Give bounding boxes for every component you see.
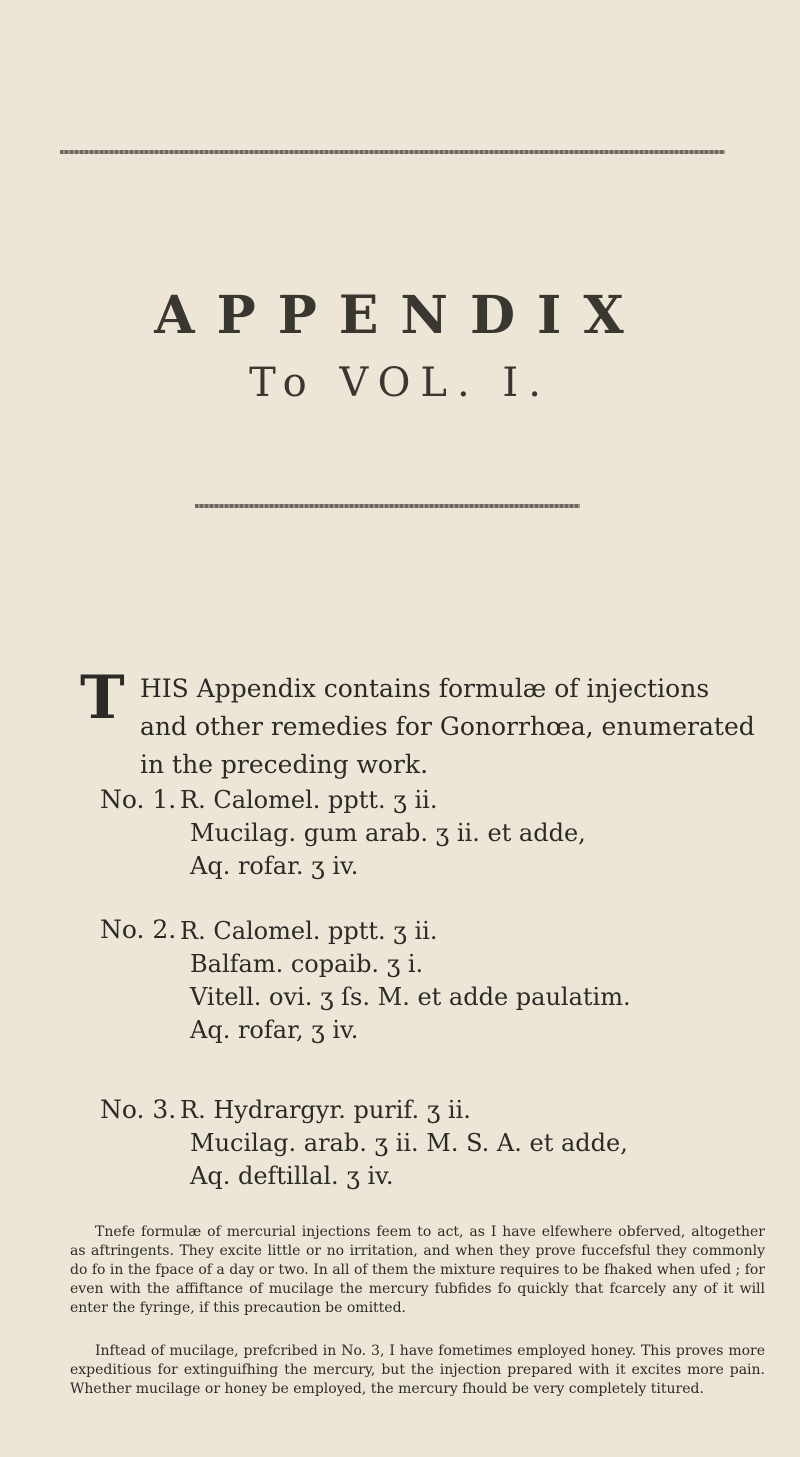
formula-1	[180, 784, 586, 883]
formula-line: Vitell. ovi. ʒ ſs. M. et adde paulatim.	[190, 983, 631, 1011]
formula-line: Mucilag. arab. ʒ ii. M. S. A. et adde,	[190, 1129, 628, 1157]
formula-line: Aq. rofar, ʒ iv.	[190, 1016, 359, 1044]
formula-line: R. Calomel. pptt. ʒ ii.	[180, 917, 438, 945]
formula-line: Aq. deftillal. ʒ iv.	[190, 1162, 394, 1190]
formula-3	[180, 1094, 628, 1193]
formula-line: Aq. rofar. ʒ iv.	[190, 852, 359, 880]
formula-number: No. 2.	[100, 915, 177, 944]
drop-cap: T	[80, 663, 125, 733]
formula-line: R. Hydrargyr. purif. ʒ ii.	[180, 1096, 471, 1124]
formula-2	[180, 915, 631, 1047]
bottom-rule	[195, 504, 580, 508]
page-title: APPENDIX	[154, 285, 646, 346]
top-rule	[60, 150, 725, 154]
formula-line: Mucilag. gum arab. ʒ ii. et adde,	[190, 819, 586, 847]
formula-line: Balfam. copaib. ʒ i.	[190, 950, 424, 978]
formula-line: R. Calomel. pptt. ʒ ii.	[180, 786, 438, 814]
body-paragraph: Tnefe formulæ of mercurial injections feem to act, as I have elfewhere obferved, altogether as aftringents. They excite little or no irritation, and when they prove fuccefsful they commonly do fo in the fpace of a day or two. In all of them the mixture requires to be fhaked when ufed ; for even with the affiftance of mucilage the mercury fubfides fo quickly that fcarcely any of it will enter the fyringe, if this precaution be omitted.	[70, 1224, 765, 1316]
page-subtitle: To VOL. I.	[249, 360, 551, 406]
formula-number: No. 1.	[100, 785, 177, 814]
body-paragraph: Inftead of mucilage, prefcribed in No. 3, I have fometimes employed honey. This proves more expeditious for extinguifhing the mercury, but the injection prepared with it excites more pain. Whether mucilage or honey be employed, the mercury fhould be very completely titured.	[70, 1343, 765, 1397]
formula-number: No. 3.	[100, 1095, 177, 1124]
intro-paragraph: HIS Appendix contains formulæ of injections and other remedies for Gonorrhœa, enumerated in the preceding work.	[140, 674, 755, 779]
